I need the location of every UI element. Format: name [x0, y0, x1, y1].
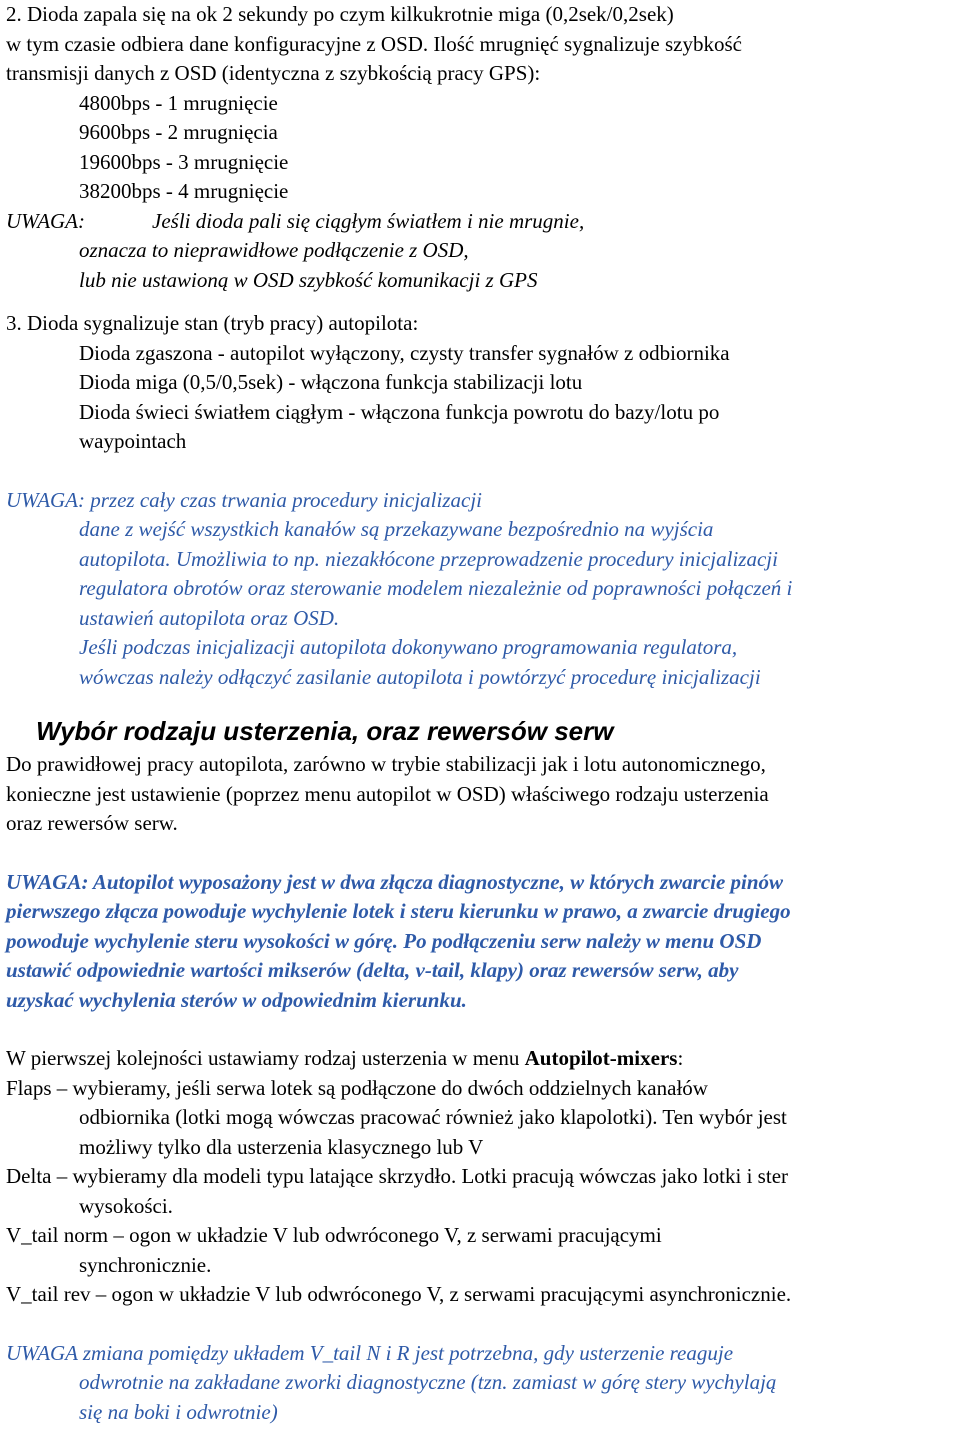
menu-name: Autopilot-mixers: [524, 1046, 678, 1070]
intro-paragraph: [6, 750, 956, 839]
uwaga-label: UWAGA:: [6, 208, 86, 233]
uwaga-line: lub nie ustawioną w OSD szybkość komunikacji z GPS: [79, 267, 538, 292]
mixer-item-flaps: [6, 1074, 956, 1163]
rate-item: 19600bps - 3 mrugnięcie: [79, 149, 289, 174]
uwaga-diag-line: UWAGA: Autopilot wyposażony jest w dwa złącza diagnostyczne, w których zwarcie pinów: [6, 869, 784, 894]
uwaga-vtail-line: UWAGA zmiana pomiędzy układem V_tail N i R jest potrzebna, gdy usterzenie reaguje: [6, 1340, 734, 1365]
section-2: [6, 0, 956, 295]
mixer-line: synchronicznie.: [79, 1252, 212, 1277]
mixer-line: V_tail norm – ogon w układzie V lub odwróconego V, z serwami pracującymi: [6, 1223, 662, 1247]
uwaga-diag-line: uzyskać wychylenia sterów w odpowiednim kierunku.: [6, 987, 467, 1012]
mixer-line: odbiornika (lotki mogą wówczas pracować również jako klapolotki). Ten wybór jest: [79, 1105, 787, 1129]
intro-line: konieczne jest ustawienie (poprzez menu autopilot w OSD) właściwego rodzaju usterzenia: [6, 781, 769, 806]
section-heading: Wybór rodzaju usterzenia, oraz rewersów serw: [36, 716, 614, 746]
mode-item: waypointach: [79, 429, 187, 453]
mode-item: Dioda zgaszona - autopilot wyłączony, czysty transfer sygnałów z odbiornika: [79, 340, 730, 365]
section-2-line: 2. Dioda zapala się na ok 2 sekundy po czym kilkukrotnie miga (0,2sek/0,2sek): [6, 2, 674, 26]
mixer-line: V_tail rev – ogon w układzie V lub odwróconego V, z serwami pracującymi asynchronicznie.: [6, 1282, 792, 1306]
rate-item: 4800bps - 1 mrugnięcie: [79, 90, 278, 115]
rate-item: 38200bps - 4 mrugnięcie: [79, 179, 289, 203]
uwaga-diag-line: ustawić odpowiednie wartości mikserów (delta, v-tail, klapy) oraz rewersów serw, aby: [6, 958, 739, 982]
uwaga-vtail-note: [6, 1339, 956, 1428]
mixer-line: możliwy tylko dla usterzenia klasycznego lub V: [79, 1134, 484, 1159]
mixer-item-vtail-rev: [6, 1280, 956, 1310]
mixer-line: Flaps – wybieramy, jeśli serwa lotek są podłączone do dwóch oddzielnych kanałów: [6, 1075, 708, 1100]
section-3-title: 3. Dioda sygnalizuje stan (tryb pracy) autopilota:: [6, 311, 419, 335]
mixers-section: [6, 1044, 956, 1310]
uwaga-vtail-line: się na boki i odwrotnie): [79, 1399, 278, 1424]
uwaga-init-line: ustawień autopilota oraz OSD.: [79, 605, 340, 630]
rate-item: 9600bps - 2 mrugnięcia: [79, 120, 278, 144]
uwaga-init-line: autopilota. Umożliwia to np. niezakłócone przeprowadzenie procedury inicjalizacji: [79, 546, 778, 571]
mixers-intro-text: W pierwszej kolejności ustawiamy rodzaj usterzenia w menu: [6, 1046, 525, 1070]
mixers-intro-end: :: [677, 1046, 684, 1070]
uwaga-init-line: wówczas należy odłączyć zasilanie autopilota i powtórzyć procedurę inicjalizacji: [79, 664, 761, 689]
mixers-intro: [6, 1044, 956, 1074]
uwaga-init-note: [6, 486, 956, 693]
uwaga-diag-note: [6, 868, 956, 1016]
section-3: [6, 309, 956, 457]
mixer-item-delta: [6, 1162, 956, 1221]
section-2-line: w tym czasie odbiera dane konfiguracyjne z OSD. Ilość mrugnięć sygnalizuje szybkość: [6, 31, 742, 56]
mode-item: Dioda miga (0,5/0,5sek) - włączona funkcja stabilizacji lotu: [79, 370, 583, 394]
uwaga-osd-note: [6, 207, 956, 237]
uwaga-vtail-line: odwrotnie na zakładane zworki diagnostyczne (tzn. zamiast w górę stery wychylają: [79, 1370, 777, 1394]
mixer-line: wysokości.: [79, 1193, 173, 1218]
mixer-line: Delta – wybieramy dla modeli typu latające skrzydło. Lotki pracują wówczas jako lotki i ster: [6, 1164, 789, 1188]
section-2-line: transmisji danych z OSD (identyczna z szybkością pracy GPS):: [6, 61, 541, 85]
uwaga-line: Jeśli dioda pali się ciągłym światłem i nie mrugnie,: [152, 208, 585, 233]
uwaga-init-first: UWAGA: przez cały czas trwania procedury inicjalizacji: [6, 487, 483, 512]
mode-item: Dioda świeci światłem ciągłym - włączona funkcja powrotu do bazy/lotu po: [79, 399, 720, 424]
mixer-item-vtail-norm: [6, 1221, 956, 1280]
uwaga-init-line: regulatora obrotów oraz sterowanie modelem niezależnie od poprawności połączeń i: [79, 576, 793, 600]
uwaga-diag-line: powoduje wychylenie steru wysokości w górę. Po podłączeniu serw należy w menu OSD: [6, 928, 762, 953]
uwaga-line: oznacza to nieprawidłowe podłączenie z OSD,: [79, 238, 469, 262]
uwaga-init-line: Jeśli podczas inicjalizacji autopilota dokonywano programowania regulatora,: [79, 635, 738, 659]
intro-line: oraz rewersów serw.: [6, 811, 178, 835]
uwaga-init-line: dane z wejść wszystkich kanałów są przekazywane bezpośrednio na wyjścia: [79, 517, 714, 541]
uwaga-diag-line: pierwszego złącza powoduje wychylenie lotek i steru kierunku w prawo, a zwarcie drugiego: [6, 899, 791, 923]
document-page: [6, 0, 956, 1427]
intro-line: Do prawidłowej pracy autopilota, zarówno w trybie stabilizacji jak i lotu autonomicznego,: [6, 752, 766, 776]
